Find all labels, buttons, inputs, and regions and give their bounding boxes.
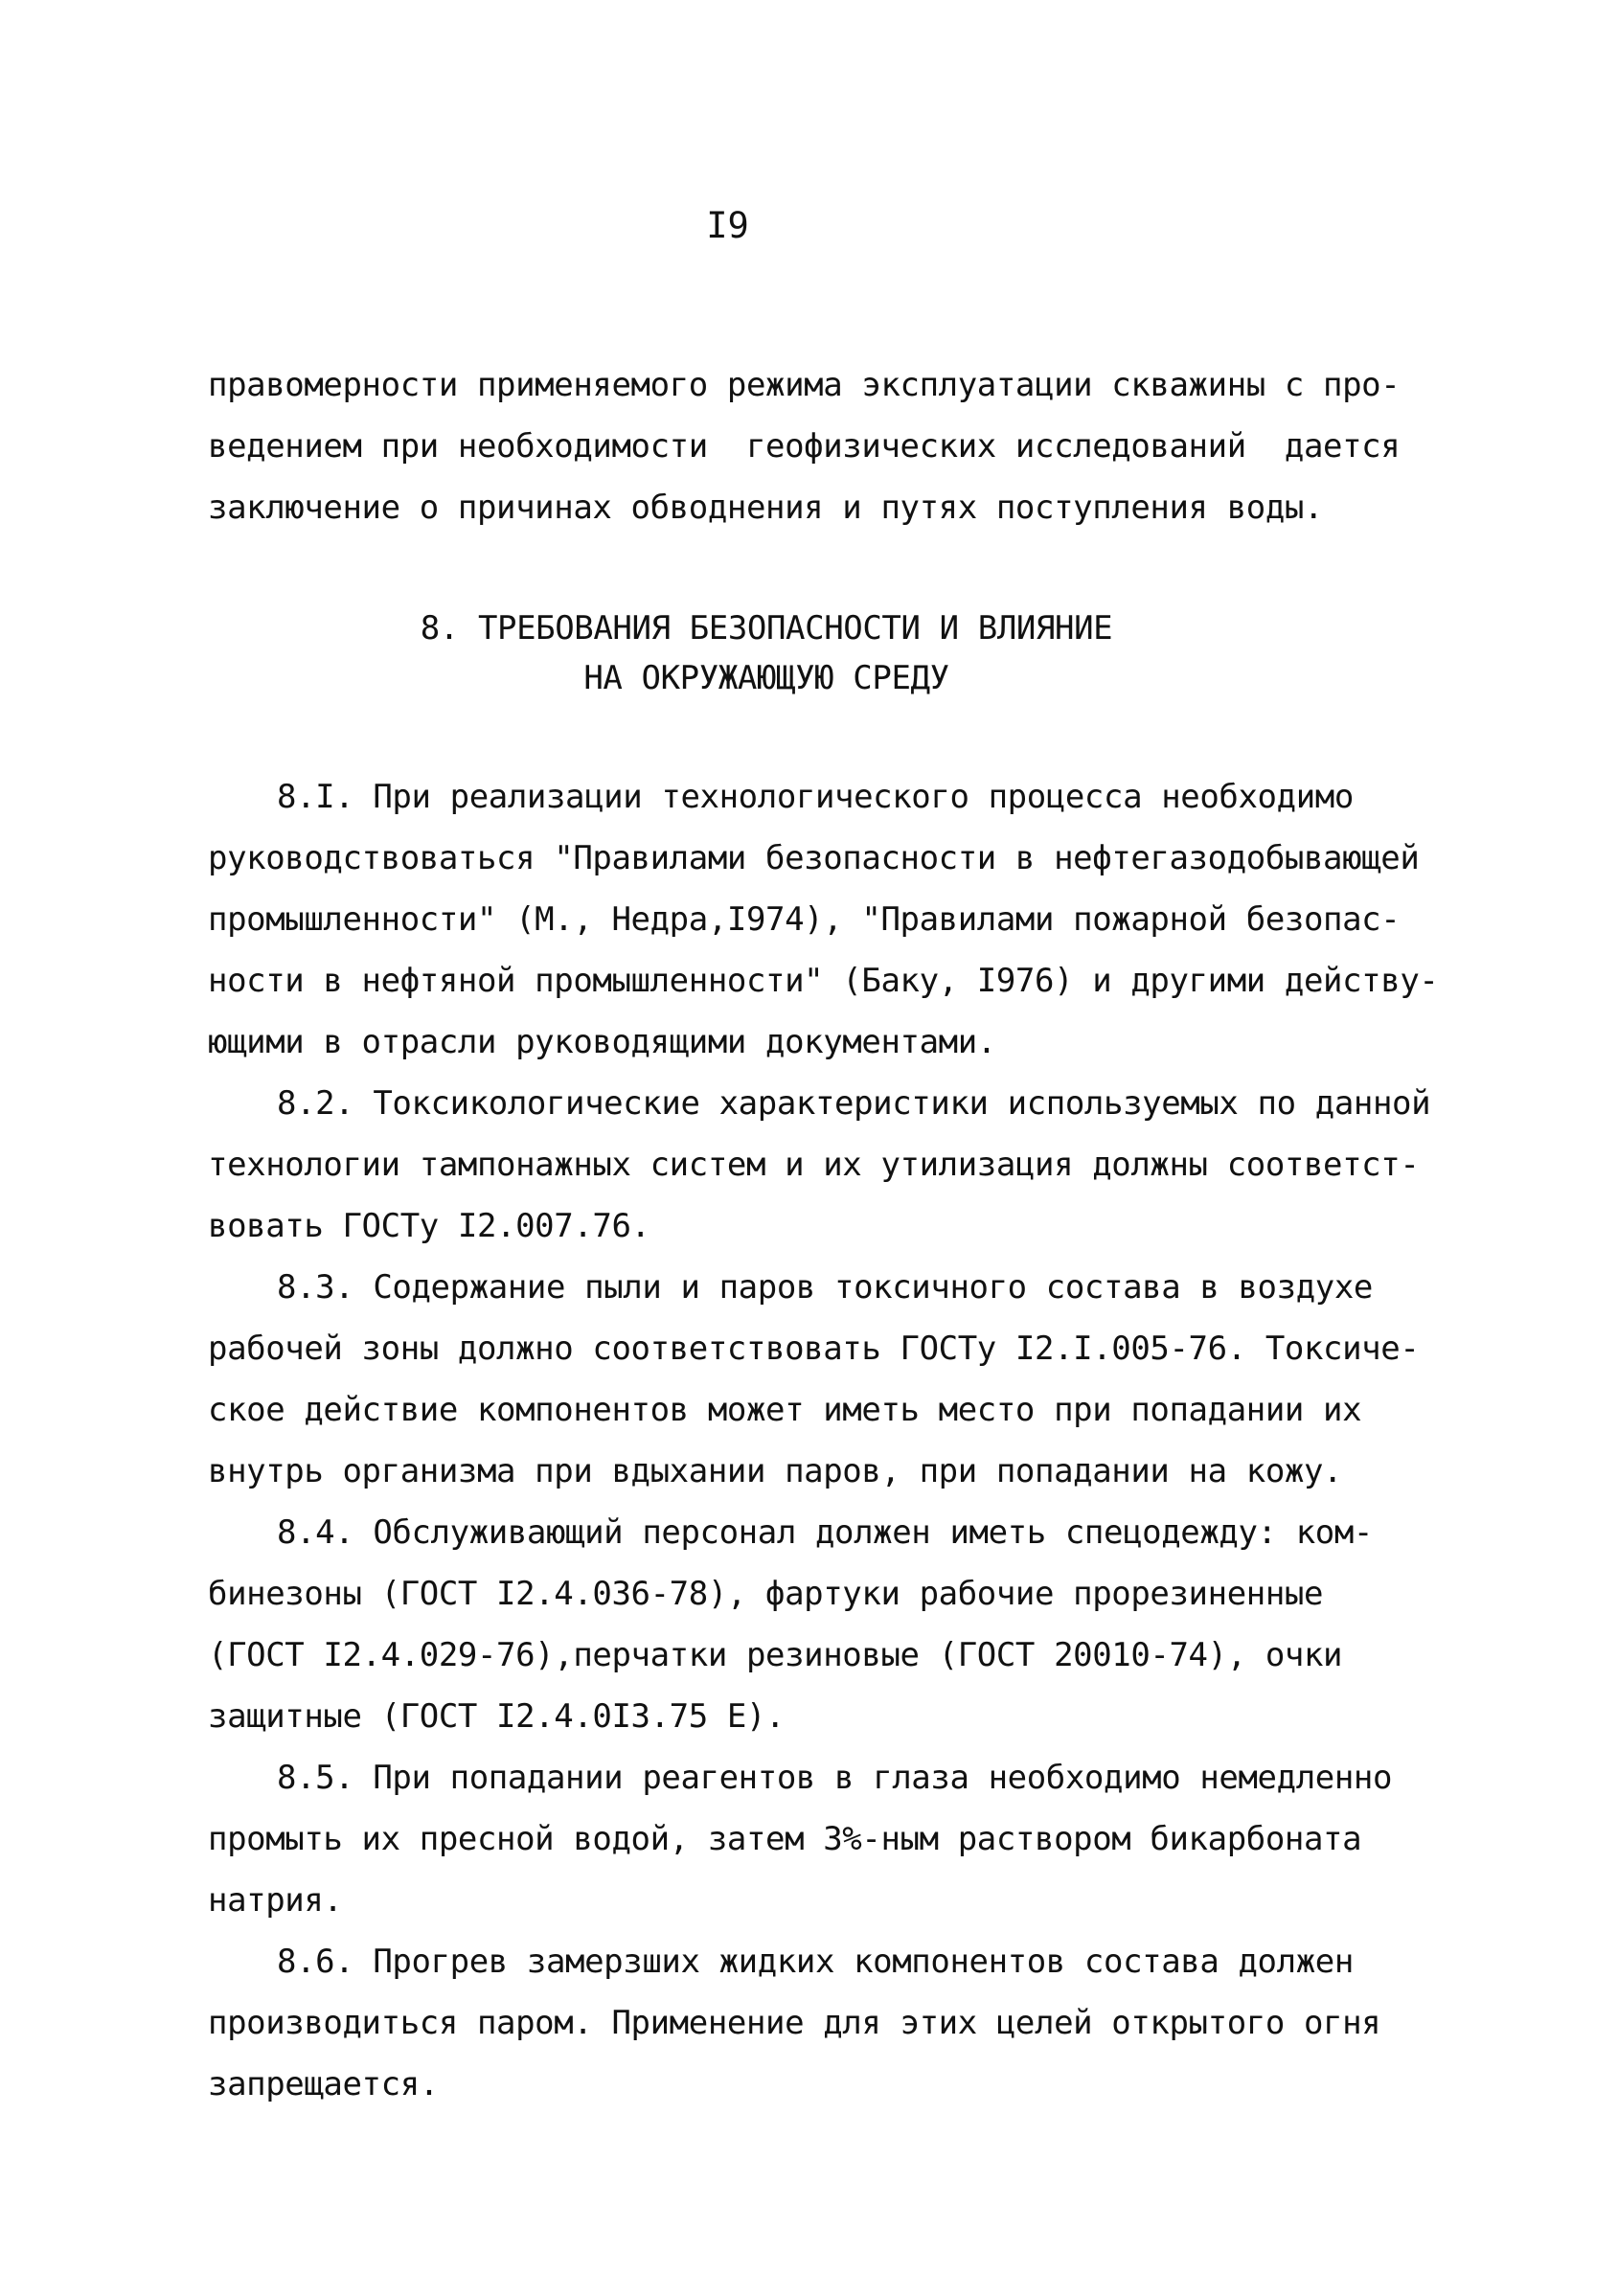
- section-heading: [0, 603, 1533, 703]
- paragraph-8-2: [208, 1073, 1431, 1257]
- paragraph-line: бинезоны (ГОСТ I2.4.036-78), фартуки рабочие прорезиненные: [208, 1575, 1324, 1613]
- intro-line: ведением при необходимости геофизических исследований дается: [208, 427, 1401, 466]
- paragraph-line: промыть их пресной водой, затем 3%-ным раствором бикарбоната: [208, 1820, 1362, 1858]
- intro-paragraph: [208, 354, 1424, 538]
- section-heading-line: НА ОКРУЖАЮЩУЮ СРЕДУ: [583, 659, 949, 697]
- paragraph-line: 8.6. Прогрев замерзших жидких компонентов состава должен: [277, 1943, 1354, 1981]
- paragraph-line: 8.3. Содержание пыли и паров токсичного состава в воздухе: [277, 1268, 1373, 1307]
- paragraph-line: 8.I. При реализации технологического процесса необходимо: [277, 778, 1354, 816]
- paragraph-line: рабочей зоны должно соответствовать ГОСТу I2.I.005-76. Токсиче-: [208, 1330, 1420, 1368]
- section-heading-line: 8. ТРЕБОВАНИЯ БЕЗОПАСНОСТИ И ВЛИЯНИЕ: [420, 609, 1113, 648]
- section-body: [208, 766, 1439, 2115]
- page-number: I9: [706, 205, 749, 246]
- paragraph-line: производиться паром. Применение для этих целей открытого огня: [208, 2004, 1381, 2042]
- paragraph-8-3: [208, 1257, 1424, 1502]
- paragraph-line: технологии тампонажных систем и их утилизация должны соответст-: [208, 1146, 1420, 1184]
- paragraph-line: промышленности" (М., Недра,I974), "Правилами пожарной безопас-: [208, 900, 1401, 939]
- paragraph-8-1: [208, 766, 1439, 1073]
- paragraph-line: ющими в отрасли руководящими документами.: [208, 1023, 996, 1061]
- paragraph-line: ности в нефтяной промышленности" (Баку, I976) и другими действу-: [208, 962, 1439, 1000]
- intro-line: правомерности применяемого режима эксплуатации скважины с про-: [208, 366, 1401, 404]
- paragraph-line: (ГОСТ I2.4.029-76),перчатки резиновые (ГОСТ 20010-74), очки: [208, 1636, 1343, 1674]
- paragraph-8-6: [208, 1931, 1424, 2115]
- paragraph-line: внутрь организма при вдыхании паров, при попадании на кожу.: [208, 1452, 1343, 1490]
- paragraph-line: 8.2. Токсикологические характеристики используемых по данной: [277, 1084, 1431, 1123]
- paragraph-line: вовать ГОСТу I2.007.76.: [208, 1207, 650, 1245]
- paragraph-line: натрия.: [208, 1881, 343, 1920]
- paragraph-line: 8.5. При попадании реагентов в глаза необходимо немедленно: [277, 1759, 1393, 1797]
- paragraph-line: ское действие компонентов может иметь место при попадании их: [208, 1391, 1362, 1429]
- paragraph-line: запрещается.: [208, 2065, 439, 2103]
- paragraph-line: защитные (ГОСТ I2.4.0I3.75 Е).: [208, 1697, 786, 1736]
- paragraph-8-4: [208, 1502, 1424, 1747]
- paragraph-line: руководствоваться "Правилами безопасности в нефтегазодобывающей: [208, 839, 1420, 877]
- paragraph-line: 8.4. Обслуживающий персонал должен иметь спецодежду: ком-: [277, 1513, 1373, 1552]
- intro-line: заключение о причинах обводнения и путях поступления воды.: [208, 489, 1324, 527]
- paragraph-8-5: [208, 1747, 1424, 1931]
